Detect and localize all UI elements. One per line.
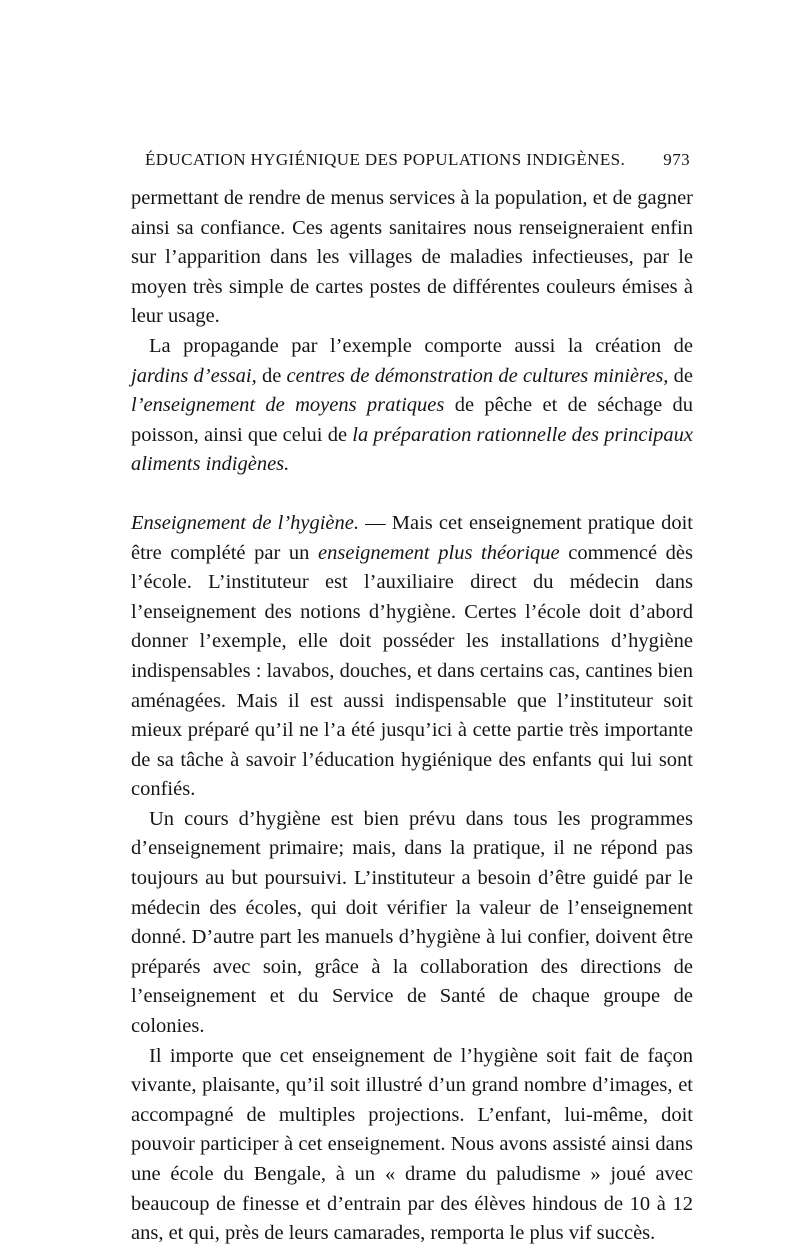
italic-run: l’enseignement de moyens pratiques bbox=[131, 394, 445, 417]
paragraph-propagande bbox=[131, 332, 693, 480]
text-run: de bbox=[668, 364, 693, 387]
italic-run: centres de démonstration de cultures minières, bbox=[286, 364, 669, 387]
paragraph-cours-hygiene: Un cours d’hygiène est bien prévu dans tous les programmes d’enseignement primaire; mais, dans la pratique, il ne répond pas toujours au but poursuivi. L’instituteur a besoin d’être guidé par le médecin des écoles, qui doit vérifier la valeur de l’enseignement donné. D’autre part les manuels d’hygiène à lui confier, doivent être préparés avec soin, grâce à la collaboration des directions de l’enseignement et du Service de Santé de chaque groupe de colonies. bbox=[131, 807, 693, 1038]
text-run: commencé dès l’école. L’instituteur est l’auxiliaire direct du médecin dans l’enseignement des notions d’hygiène. Certes l’école doit d’abord donner l’exemple, elle doit posséder les installations d’hygiène indispensables : lavabos, douches, et dans certains cas, cantines bien aménagées. Mais il est aussi indispensable que l’instituteur soit mieux préparé qu’il ne l’a été jusqu’ici à cette partie très importante de sa tâche à savoir l’éducation hygiénique des enfants qui lui sont confiés. bbox=[131, 541, 693, 801]
body-text bbox=[131, 184, 693, 1249]
paragraph-enseignement-hygiene bbox=[131, 509, 693, 805]
page-number: 973 bbox=[663, 150, 690, 169]
running-header bbox=[145, 150, 690, 170]
running-title: ÉDUCATION HYGIÉNIQUE DES POPULATIONS INDIGÈNES. bbox=[145, 150, 626, 169]
text-run: de pêche et de séchage du poisson, ainsi que celui de bbox=[131, 394, 693, 446]
paragraph-continued: permettant de rendre de menus services à la population, et de gagner ainsi sa confiance. Ces agents sanitaires nous renseigneraient enfin sur l’apparition dans les villages de maladies infectieuses, par le moyen très simple de cartes postes de différentes couleurs émises à leur usage. bbox=[131, 187, 693, 328]
text-run: — Mais cet enseignement pratique doit être complété par un bbox=[131, 511, 693, 564]
paragraph-enseignement-vivant: Il importe que cet enseignement de l’hygiène soit fait de façon vivante, plaisante, qu’il soit illustré d’un grand nombre d’images, et accompagné de multiples projections. L’enfant, lui-même, doit pouvoir participer à cet enseignement. Nous avons assisté ainsi dans une école du Bengale, à un « drame du paludisme » joué avec beaucoup de finesse et d’entrain par des élèves hindous de 10 à 12 ans, et qui, près de leurs camarades, remporta le plus vif succès. bbox=[131, 1044, 693, 1245]
italic-run: la préparation rationnelle des principaux aliments indigènes. bbox=[131, 423, 694, 476]
text-run: de bbox=[256, 364, 287, 387]
italic-run: enseignement plus théorique bbox=[318, 541, 560, 564]
text-run: La propagande par l’exemple comporte aussi la création de bbox=[149, 334, 693, 357]
section-heading: Enseignement de l’hygiène. bbox=[131, 511, 360, 534]
italic-run: jardins d’essai, bbox=[131, 364, 257, 387]
